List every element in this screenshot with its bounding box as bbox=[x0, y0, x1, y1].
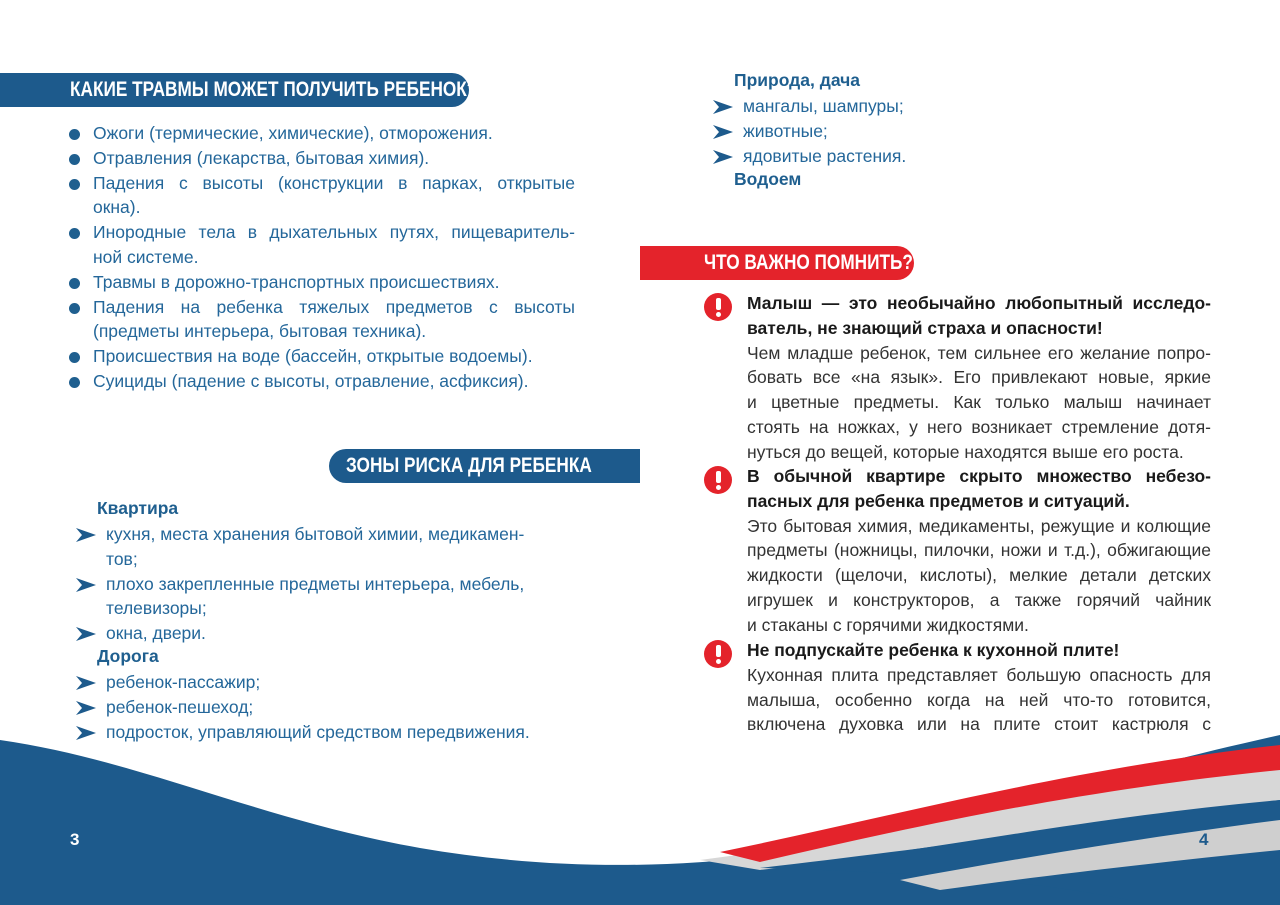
text-line: малыша, особенно когда на ней что-то готовится, bbox=[747, 689, 1211, 710]
text-line: ной системе. bbox=[93, 247, 199, 267]
text-line: (предметы интерьера, бытовая техника). bbox=[93, 321, 427, 342]
text-line: ватель, не знающий страха и опасности! bbox=[747, 317, 1103, 338]
text-line: Кухонная плита представляет большую опасность для bbox=[747, 664, 1211, 685]
chevron-right-icon bbox=[711, 99, 735, 115]
text-line: тов; bbox=[106, 548, 138, 569]
bullet-dot-icon bbox=[69, 377, 80, 388]
exclamation-circle-icon bbox=[704, 293, 732, 321]
bullet-dot-icon bbox=[69, 278, 80, 289]
text-line: ядовитые растения. bbox=[743, 145, 907, 166]
text-line: пасных для ребенка предметов и ситуаций. bbox=[747, 490, 1130, 511]
text-line: и цветные предметы. Как только малыш начинает bbox=[747, 392, 1211, 413]
bullet-dot-icon bbox=[69, 129, 80, 140]
text-line: Падения на ребенка тяжелых предметов с высоты bbox=[93, 296, 575, 317]
text-line: игрушек и конструкторов, а также горячий чайник bbox=[747, 590, 1211, 610]
text-line: телевизоры; bbox=[106, 598, 207, 619]
chevron-right-icon bbox=[74, 700, 98, 716]
chevron-right-icon bbox=[74, 675, 98, 691]
text-line: Падения с высоты (конструкции в парках, открытые bbox=[93, 172, 575, 193]
exclamation-circle-icon bbox=[704, 640, 732, 668]
text-line: мангалы, шампуры; bbox=[743, 96, 904, 116]
text-line: нуться до вещей, которые находятся выше его роста. bbox=[747, 441, 1184, 462]
text-line: Не подпускайте ребенка к кухонной плите! bbox=[747, 640, 1120, 660]
text-line: предметы (ножницы, пилочки, ножи и т.д.), обжигающие bbox=[747, 540, 1211, 561]
text-line: окна, двери. bbox=[106, 623, 206, 644]
text-line: Травмы в дорожно-транспортных происшествиях. bbox=[93, 271, 500, 292]
text-line: плохо закрепленные предметы интерьера, мебель, bbox=[106, 573, 525, 594]
exclamation-circle-icon bbox=[704, 466, 732, 494]
page-number-left: 3 bbox=[70, 830, 80, 849]
page-number-right: 4 bbox=[1199, 830, 1209, 849]
water-title: Водоем bbox=[734, 169, 802, 189]
text-line: ребенок-пешеход; bbox=[106, 696, 254, 717]
text-line: подросток, управляющий средством передвижения. bbox=[106, 721, 530, 742]
remember-heading: ЧТО ВАЖНО ПОМНИТЬ? bbox=[704, 251, 913, 274]
chevron-right-icon bbox=[74, 626, 98, 642]
text-line: Малыш — это необычайно любопытный исследо- bbox=[747, 293, 1211, 313]
chevron-right-icon bbox=[74, 725, 98, 741]
text-line: и стаканы с горячими жидкостями. bbox=[747, 614, 1029, 635]
bullet-dot-icon bbox=[69, 154, 80, 165]
text-line: жидкости (щелочи, кислоты), мелкие детали детских bbox=[747, 565, 1211, 586]
text-line: включена духовка или на плите стоит кастрюля с bbox=[747, 714, 1211, 735]
chevron-right-icon bbox=[74, 527, 98, 543]
road-title: Дорога bbox=[97, 646, 159, 666]
text-line: Происшествия на воде (бассейн, открытые водоемы). bbox=[93, 346, 533, 367]
chevron-right-icon bbox=[711, 149, 735, 165]
text-line: Инородные тела в дыхательных путях, пищеваритель- bbox=[93, 222, 575, 243]
text-line: Ожоги (термические, химические), отморожения. bbox=[93, 123, 493, 143]
text-line: Чем младше ребенок, тем сильнее его желание попро- bbox=[747, 342, 1211, 363]
text-line: ребенок-пассажир; bbox=[106, 672, 261, 692]
text-line: бовать все «на язык». Его привлекают новые, яркие bbox=[747, 367, 1211, 388]
text-line: В обычной квартире скрыто множество небезо- bbox=[747, 466, 1211, 486]
text-line: Суициды (падение с высоты, отравление, асфиксия). bbox=[93, 371, 529, 391]
text-line: кухня, места хранения бытовой химии, медикамен- bbox=[106, 524, 525, 544]
bullet-dot-icon bbox=[69, 179, 80, 190]
text-line: окна). bbox=[93, 197, 141, 218]
text-line: животные; bbox=[743, 120, 828, 141]
nature-title: Природа, дача bbox=[734, 70, 861, 90]
text-line: стоять на ножках, у него возникает стремление дотя- bbox=[747, 417, 1211, 437]
text-line: Отравления (лекарства, бытовая химия). bbox=[93, 147, 430, 168]
chevron-right-icon bbox=[711, 124, 735, 140]
apartment-title: Квартира bbox=[97, 498, 179, 518]
chevron-right-icon bbox=[74, 577, 98, 593]
injuries-heading: КАКИЕ ТРАВМЫ МОЖЕТ ПОЛУЧИТЬ РЕБЕНОК? bbox=[70, 78, 478, 101]
risk-heading: ЗОНЫ РИСКА ДЛЯ РЕБЕНКА bbox=[346, 454, 592, 477]
text-line: Это бытовая химия, медикаменты, режущие и колющие bbox=[747, 515, 1211, 536]
bullet-dot-icon bbox=[69, 303, 80, 314]
